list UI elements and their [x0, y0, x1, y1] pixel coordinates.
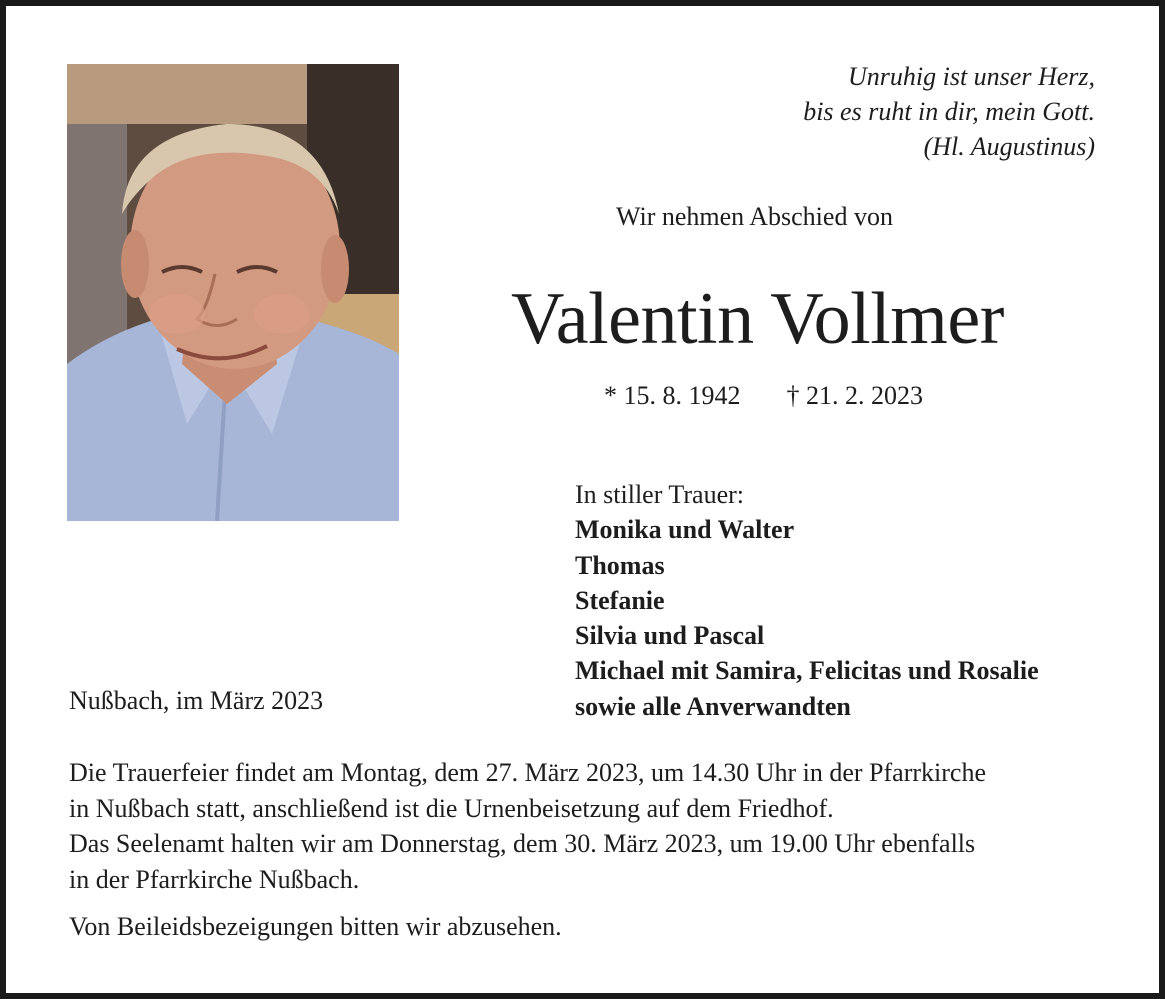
birth-date: * 15. 8. 1942 [604, 381, 741, 410]
mourner-entry: Silvia und Pascal [575, 621, 765, 651]
service-info-line: in Nußbach statt, anschließend ist die Urnenbeisetzung auf dem Friedhof. [69, 793, 834, 823]
place-and-date: Nußbach, im März 2023 [69, 686, 324, 715]
portrait-photo [67, 64, 399, 521]
mourner-entry: Stefanie [575, 585, 665, 615]
mourner-entry: Monika und Walter [575, 515, 795, 545]
service-info [69, 755, 986, 897]
farewell-intro: Wir nehmen Abschied von [616, 202, 893, 231]
deceased-name: Valentin Vollmer [511, 278, 1004, 360]
service-info-line: Die Trauerfeier findet am Montag, dem 27. März 2023, um 14.30 Uhr in der Pfarrkirche [69, 758, 986, 787]
mourner-entry: Thomas [575, 550, 665, 580]
service-info-line: Das Seelenamt halten wir am Donnerstag, dem 30. März 2023, um 19.00 Uhr ebenfalls [69, 829, 976, 858]
closing-note: Von Beileidsbezeigungen bitten wir abzusehen. [69, 912, 562, 941]
mourners-list [575, 477, 1039, 724]
mourner-entry: Michael mit Samira, Felicitas und Rosalie [575, 656, 1039, 686]
quote-attribution: (Hl. Augustinus) [923, 132, 1095, 161]
service-info-line: in der Pfarrkirche Nußbach. [69, 864, 360, 894]
death-date: † 21. 2. 2023 [786, 381, 923, 410]
life-dates [604, 381, 923, 411]
quote-block [803, 59, 1095, 164]
mourner-entry: sowie alle Anverwandten [575, 691, 851, 721]
quote-line: Unruhig ist unser Herz, [847, 62, 1095, 91]
quote-line: bis es ruht in dir, mein Gott. [803, 97, 1095, 126]
mourners-heading: In stiller Trauer: [575, 480, 744, 509]
